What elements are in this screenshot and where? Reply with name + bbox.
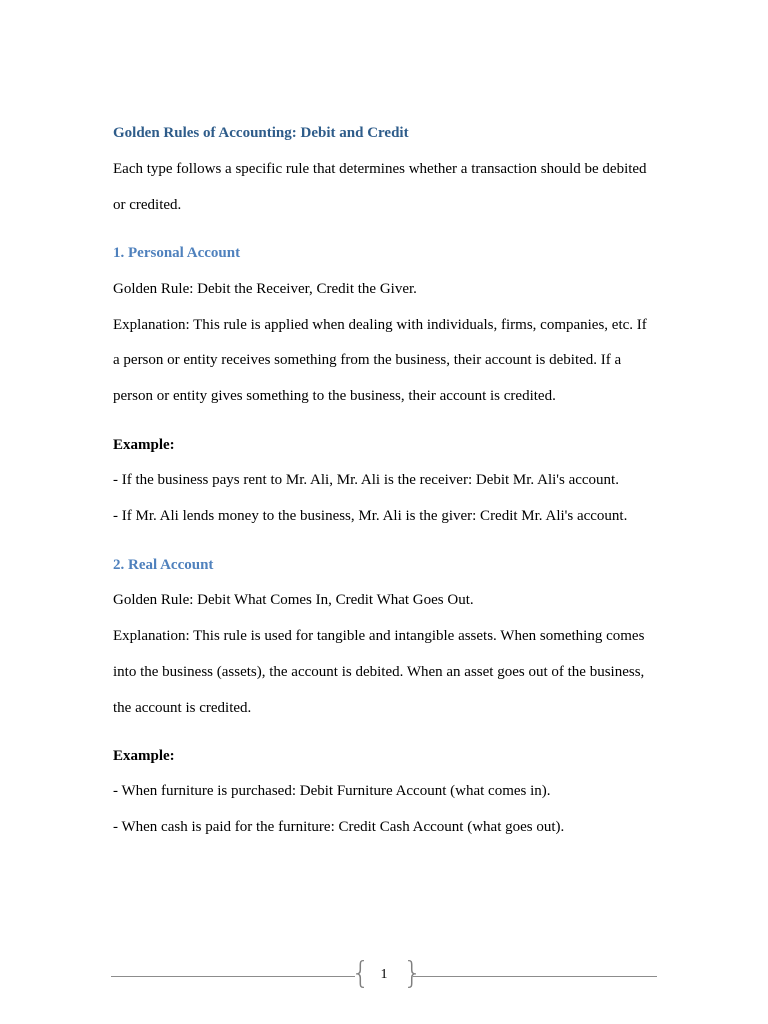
personal-account-explanation-line-3: person or entity gives something to the business, their account is credited. — [113, 388, 556, 404]
personal-account-example-1: - If the business pays rent to Mr. Ali, Mr. Ali is the receiver: Debit Mr. Ali's account. — [113, 472, 619, 488]
intro-line-2: or credited. — [113, 197, 182, 213]
document-title: Golden Rules of Accounting: Debit and Credit — [113, 125, 409, 141]
footer-rule-right — [413, 976, 657, 977]
personal-account-example-label: Example: — [113, 437, 175, 453]
real-account-explanation-line-1: Explanation: This rule is used for tangible and intangible assets. When something comes — [113, 628, 645, 644]
real-account-example-1: - When furniture is purchased: Debit Furniture Account (what comes in). — [113, 783, 551, 799]
real-account-example-label: Example: — [113, 748, 175, 764]
real-account-example-2: - When cash is paid for the furniture: Credit Cash Account (what goes out). — [113, 819, 565, 835]
intro-line-1: Each type follows a specific rule that determines whether a transaction should be debited — [113, 161, 647, 177]
real-account-explanation-line-3: the account is credited. — [113, 700, 252, 716]
personal-account-explanation-line-1: Explanation: This rule is applied when dealing with individuals, firms, companies, etc. If — [113, 317, 647, 333]
left-brace-icon: { — [351, 956, 371, 991]
personal-account-example-2: - If Mr. Ali lends money to the business, Mr. Ali is the giver: Credit Mr. Ali's account. — [113, 508, 628, 524]
page-footer — [111, 956, 657, 992]
section-heading-personal-account: 1. Personal Account — [113, 245, 241, 261]
personal-account-explanation-line-2: a person or entity receives something from the business, their account is debited. If a — [113, 352, 622, 368]
document-page — [113, 0, 658, 1024]
real-account-explanation-line-2: into the business (assets), the account is debited. When an asset goes out of the business, — [113, 664, 645, 680]
real-account-rule: Golden Rule: Debit What Comes In, Credit What Goes Out. — [113, 592, 474, 608]
right-brace-icon: } — [403, 956, 423, 991]
footer-rule-left — [111, 976, 355, 977]
page-number: 1 — [380, 967, 388, 982]
section-heading-real-account: 2. Real Account — [113, 557, 214, 573]
personal-account-rule: Golden Rule: Debit the Receiver, Credit the Giver. — [113, 281, 417, 297]
